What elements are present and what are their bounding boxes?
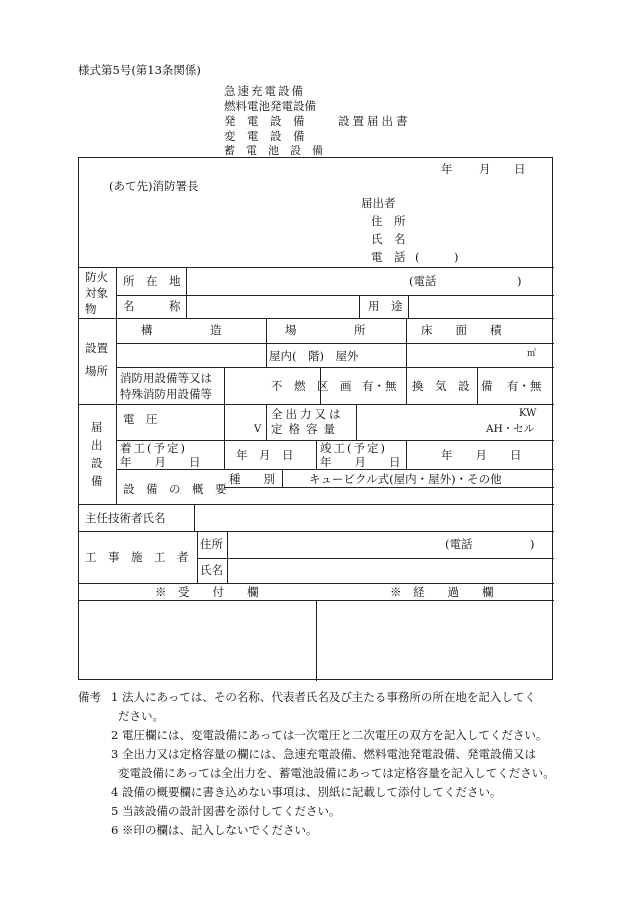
notifier-phone-paren: ( ): [415, 250, 459, 264]
start-date-label: 年 月 日: [120, 455, 201, 469]
remark-text-cont: 変電設備にあっては全出力を、蓄電池設備にあっては定格容量を記入してください。: [118, 766, 555, 780]
remark-item: [78, 745, 578, 783]
finish-date: 年 月 日: [441, 448, 522, 462]
remark-item: [78, 783, 578, 802]
date-year: 年: [441, 162, 453, 176]
structure-label: 構 造: [141, 323, 222, 337]
date-day: 日: [514, 162, 526, 176]
output-label-1: 全出力又は: [271, 407, 344, 421]
target-side-3: 物: [85, 302, 97, 316]
target-phone-close: ): [517, 274, 522, 288]
equip-side-4: 備: [91, 474, 103, 488]
notifier-phone: 電 話: [371, 250, 406, 264]
indoor-outdoor: 屋内( 階) 屋外: [269, 349, 359, 363]
equip-side-1: 届: [91, 420, 103, 434]
remark-item: [78, 726, 578, 745]
title-line-3: 発 電 設 備: [224, 114, 305, 128]
remark-text: ※印の欄は、記入しないでください。: [122, 823, 318, 837]
addressee: (あて先)消防署長: [109, 179, 199, 193]
equip-side-3: 設: [91, 456, 103, 470]
remark-number: 3: [111, 747, 119, 761]
remark-text-cont: ださい。: [118, 709, 164, 723]
remark-text: 電圧欄には、変電設備にあっては一次電圧と二次電圧の双方を記入してください。: [122, 728, 548, 742]
title-line-4: 変 電 設 備: [224, 129, 305, 143]
start-label: 着工(予定): [120, 441, 187, 455]
title-line-5: 蓄 電 池 設 備: [224, 144, 323, 157]
fire-equipment-1: 消防用設備等又は: [120, 371, 212, 385]
contractor-address-label: 住所: [200, 537, 223, 551]
start-date: 年 月 日: [236, 448, 294, 462]
place-label: 場 所: [285, 323, 366, 337]
remark-item: [78, 802, 578, 821]
remark-number: 2: [111, 728, 119, 742]
notification-form: [78, 157, 553, 680]
progress-column-label: ※ 経 過 欄: [390, 585, 494, 599]
target-side-1: 防火: [85, 270, 108, 284]
remarks-head: 備考: [78, 690, 101, 704]
equip-side-2: 出: [91, 438, 103, 452]
remark-text: 当該設備の設計図書を添付してください。: [122, 804, 341, 818]
form-number: 様式第5号(第13条関係): [78, 63, 201, 77]
ventilation-label: 換 気 設 備: [412, 379, 493, 393]
title-suffix: 設置届出書: [338, 114, 411, 128]
output-label-2: 定格容量: [271, 422, 341, 436]
kw-unit: KW: [519, 408, 537, 419]
fireproof-yes-no: 有・無: [362, 379, 397, 393]
target-phone-label: (電話: [409, 274, 437, 288]
remark-number: 4: [111, 785, 119, 799]
overview-label: 設 備 の 概 要: [123, 482, 227, 496]
sqm-unit: ㎡: [527, 349, 537, 359]
remark-text: 全出力又は定格容量の欄には、急速充電設備、燃料電池発電設備、発電設備又は: [122, 747, 536, 761]
receipt-column-label: ※ 受 付 欄: [155, 585, 259, 599]
notifier-name: 氏 名: [371, 232, 406, 246]
install-side-1: 設置: [85, 341, 108, 355]
date-month: 月: [479, 162, 491, 176]
remark-item: [78, 688, 578, 726]
remark-number: 1: [111, 690, 119, 704]
title-line-1: 急速充電設備: [224, 84, 305, 98]
voltage-label: 電 圧: [123, 412, 158, 426]
type-label: 種 別: [229, 472, 275, 486]
remarks: [78, 688, 578, 840]
contractor-phone-close: ): [530, 537, 535, 551]
floor-area-label: 床 面 積: [421, 323, 502, 337]
volt-unit: V: [254, 424, 262, 435]
remark-item: [78, 821, 578, 840]
target-location-label: 所 在 地: [123, 274, 181, 288]
finish-date-label: 年 月 日: [320, 455, 401, 469]
remark-number: 6: [111, 823, 119, 837]
finish-label: 竣工(予定): [320, 441, 387, 455]
title-line-2: 燃料電池発電設備: [224, 99, 316, 113]
remark-text: 設備の概要欄に書き込めない事項は、別紙に記載して添付してください。: [122, 785, 502, 799]
target-side-2: 対象: [85, 286, 108, 300]
contractor-phone-label: (電話: [445, 537, 473, 551]
target-use-label: 用 途: [368, 299, 403, 313]
contractor-name-label: 氏名: [200, 563, 223, 577]
target-name-label: 名 称: [123, 299, 181, 313]
ah-unit: AH・セル: [486, 423, 535, 435]
contractor-label: 工 事 施 工 者: [85, 550, 189, 564]
notifier-address: 住 所: [371, 214, 406, 228]
fireproof-label: 不 燃 区 画: [271, 379, 352, 393]
install-side-2: 場所: [85, 364, 108, 378]
notifier-label: 届出者: [361, 196, 396, 210]
engineer-label: 主任技術者氏名: [85, 511, 166, 525]
fire-equipment-2: 特殊消防用設備等: [120, 387, 212, 401]
remark-number: 5: [111, 804, 119, 818]
ventilation-yes-no: 有・無: [507, 379, 542, 393]
remark-text: 法人にあっては、その名称、代表者氏名及び主たる事務所の所在地を記入してく: [122, 690, 536, 704]
type-value: キュービクル式(屋内・屋外)・その他: [309, 472, 502, 486]
